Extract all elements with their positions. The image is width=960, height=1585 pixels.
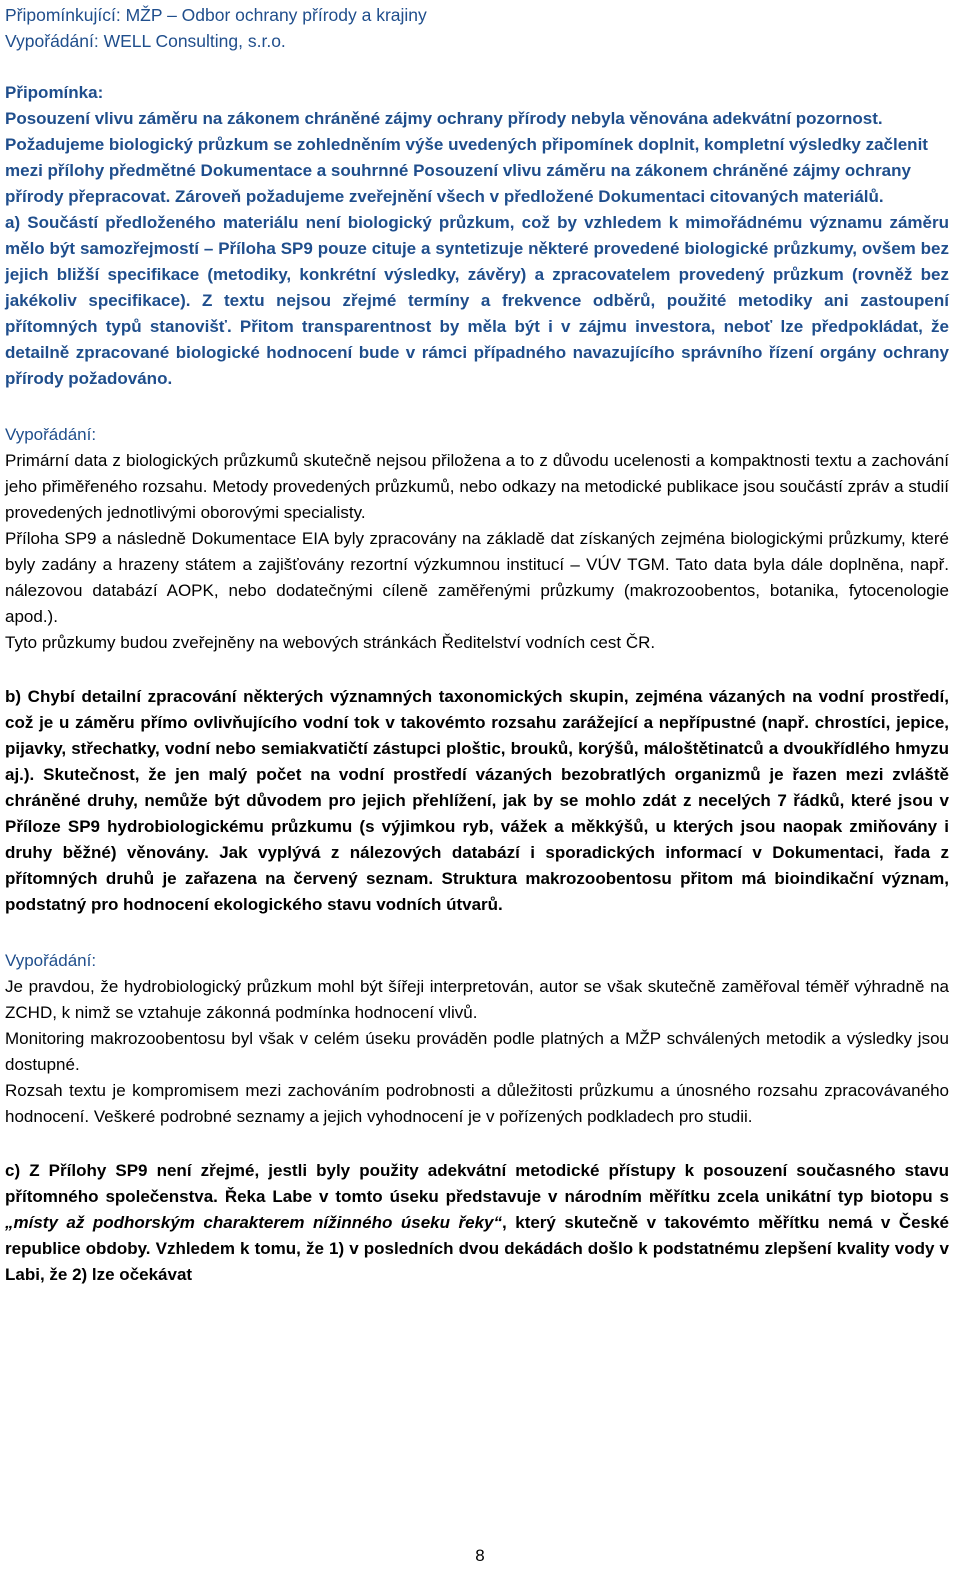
comment-point-a: a) Součástí předloženého materiálu není biologický průzkum, což by vzhledem k mimořádnému významu záměru mělo být samozřejmostí – Příloha SP9 pouze cituje a syntetizuje některé provedené biologické průzkumy, ovšem bez jejich bližší specifikace (metodiky, konkrétní výsledky, závěry) a zpracovatelem provedený průzkum (rovněž bez jakékoliv specifikace). Z textu nejsou zřejmé termíny a frekvence odběrů, použité metodiky ani zastoupení přítomných typů stanovišť. Přitom transparentnost by měla být i v zájmu investora, neboť lze předpokládat, že detailně zpracované biologické hodnocení bude v rámci případného navazujícího správního řízení orgány ochrany přírody požadováno. — [5, 213, 949, 388]
response-b-label: Vypořádání: — [5, 951, 97, 970]
spacer — [5, 54, 949, 80]
header-settler: Vypořádání: WELL Consulting, s.r.o. — [5, 31, 286, 51]
response-a-paragraph-1: Primární data z biologických průzkumů skutečně nejsou přiložena a to z důvodu ucelenosti a kompaktnosti textu a zachování jeho přiměřeného rozsahu. Metody provedených průzkumů, nebo odkazy na metodické publikace jsou součástí zpráv a studií provedených jednotlivými oborovými specialisty. — [5, 451, 949, 522]
spacer — [5, 392, 949, 422]
response-a-label: Vypořádání: — [5, 425, 97, 444]
comment-label: Připomínka: — [5, 83, 104, 102]
point-c-text-before: c) Z Přílohy SP9 není zřejmé, jestli byly použity adekvátní metodické přístupy k posouzení současného stavu přítomného společenstva. Řeka Labe v tomto úseku představuje v národním měřítku zcela unikátní typ biotopu s — [5, 1161, 949, 1206]
header-commenter: Připomínkující: MŽP – Odbor ochrany přírody a krajiny — [5, 5, 427, 25]
page-number: 8 — [475, 1546, 485, 1565]
comment-point-c — [5, 1158, 949, 1288]
response-b-paragraph-2: Monitoring makrozoobentosu byl však v celém úseku prováděn podle platných a MŽP schválených metodik a výsledky jsou dostupné. — [5, 1029, 949, 1074]
point-c-text-after: , který skutečně v takovémto měřítku nemá v České republice obdoby. Vzhledem k tomu, že 1) v posledních dvou dekádách došlo k podstatnému zlepšení kvality vody v Labi, že 2) lze očekávat — [5, 1213, 949, 1284]
spacer — [5, 656, 949, 684]
document-page — [5, 0, 949, 1288]
response-a-paragraph-2: Příloha SP9 a následně Dokumentace EIA byly zpracovány na základě dat získaných zejména biologickými průzkumy, které byly zadány a hrazeny státem a zajišťovány rezortní výzkumnou institucí – VÚV TGM. Tato data byla dále doplněna, např. nálezovou databází AOPK, nebo dodatečnými cíleně zaměřenými průzkumy (makrozoobentos, botanika, fytocenologie apod.). — [5, 529, 949, 626]
comment-intro: Posouzení vlivu záměru na zákonem chráněné zájmy ochrany přírody nebyla věnována adekvátní pozornost. Požadujeme biologický průzkum se zohledněním výše uvedených připomínek doplnit, kompletní výsledky začlenit mezi přílohy předmětné Dokumentace a souhrnné Posouzení vlivu záměru na zákonem chráněné zájmy ochrany přírody přepracovat. Zároveň požadujeme zveřejnění všech v předložené Dokumentaci citovaných materiálů. — [5, 109, 928, 206]
response-a-paragraph-3: Tyto průzkumy budou zveřejněny na webových stránkách Ředitelství vodních cest ČR. — [5, 633, 656, 652]
response-b-paragraph-1: Je pravdou, že hydrobiologický průzkum mohl být šířeji interpretován, autor se však skutečně zaměřoval téměř výhradně na ZCHD, k nimž se vztahuje zákonná podmínka hodnocení vlivů. — [5, 977, 949, 1022]
spacer — [5, 1130, 949, 1158]
response-b-paragraph-3: Rozsah textu je kompromisem mezi zachováním podrobnosti a důležitosti průzkumu a únosného rozsahu zpracovávaného hodnocení. Veškeré podrobné seznamy a jejich vyhodnocení je v pořízených podkladech pro studii. — [5, 1081, 949, 1126]
point-c-quote: „místy až podhorským charakterem nížinného úseku řeky“ — [5, 1213, 502, 1232]
comment-point-b: b) Chybí detailní zpracování některých významných taxonomických skupin, zejména vázaných na vodní prostředí, což je u záměru přímo ovlivňujícího vodní tok v takovémto rozsahu zarážející a nepřípustné (např. chrostíci, jepice, pijavky, střechatky, vodní nebo semiakvatičtí zástupci ploštic, brouků, korýšů, máloštětinatců a dvoukřídlého hmyzu aj.). Skutečnost, že jen malý počet na vodní prostředí vázaných bezobratlých organizmů je řazen mezi zvláště chráněné druhy, nemůže být důvodem pro jejich přehlížení, jak by se mohlo zdát z necelých 7 řádků, které jsou v Příloze SP9 hydrobiologickému průzkumu (s výjimkou ryb, vážek a měkkýšů, u kterých jsou naopak zmiňovány i druhy běžné) věnovány. Jak vyplývá z nálezových databází i sporadických informací v Dokumentaci, řada z přítomných druhů je zařazena na červený seznam. Struktura makrozoobentosu přitom má bioindikační význam, podstatný pro hodnocení ekologického stavu vodních útvarů. — [5, 687, 949, 914]
spacer — [5, 918, 949, 948]
